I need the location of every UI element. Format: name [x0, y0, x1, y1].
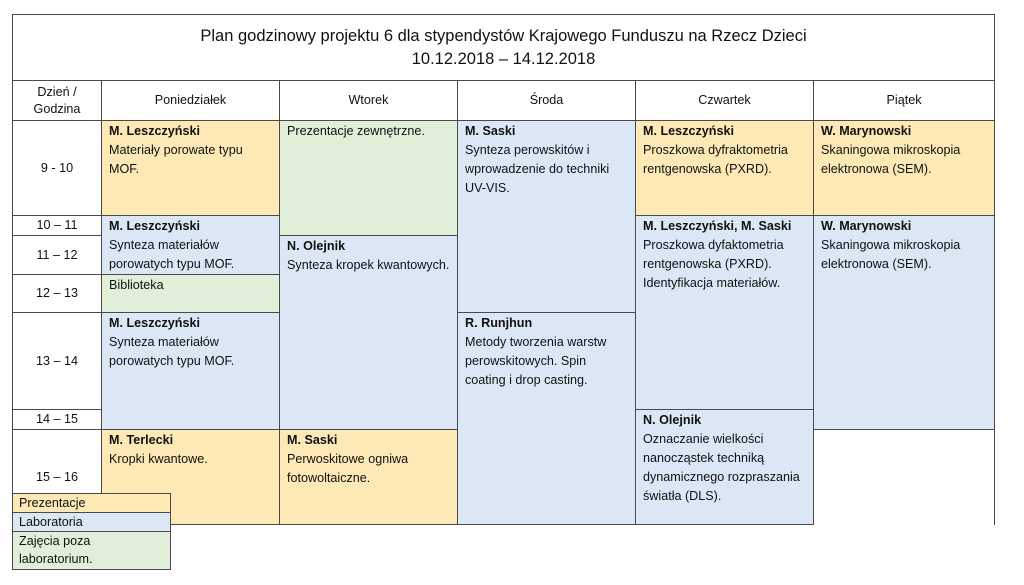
schedule-cell: [458, 121, 636, 313]
schedule-cell: [636, 216, 814, 410]
header-day-wednesday: Środa: [458, 81, 636, 121]
time-slot: 14 – 15: [13, 410, 102, 430]
session-topic: Metody tworzenia warstw perowskitowych. Spin coating i drop casting.: [465, 335, 607, 387]
time-slot: 9 - 10: [13, 121, 102, 216]
header-day-monday: Poniedziałek: [102, 81, 280, 121]
schedule-cell: [814, 121, 995, 216]
lecturer-name: M. Saski: [465, 124, 516, 138]
schedule-cell: [102, 216, 280, 275]
session-topic: Proszkowa dyfaktometria rentgenowska (PXRD). Identyfikacja materiałów.: [643, 238, 784, 290]
session-topic: Oznaczanie wielkości nanocząstek techniką dynamicznego rozpraszania światła (DLS).: [643, 432, 800, 503]
lecturer-name: M. Leszczyński: [109, 219, 200, 233]
lecturer-name: M. Leszczyński: [109, 124, 200, 138]
header-time-col: Dzień / Godzina: [13, 81, 102, 121]
schedule-cell: [280, 121, 458, 236]
header-day-tuesday: Wtorek: [280, 81, 458, 121]
session-topic: Skaningowa mikroskopia elektronowa (SEM).: [821, 143, 961, 176]
time-slot: 10 – 11: [13, 216, 102, 236]
session-topic: Synteza materiałów porowatych typu MOF.: [109, 238, 235, 271]
session-topic: Kropki kwantowe.: [109, 452, 208, 466]
schedule-cell: [636, 410, 814, 525]
schedule-cell: [280, 430, 458, 525]
session-topic: Prezentacje zewnętrzne.: [287, 124, 425, 138]
schedule-cell: [814, 216, 995, 430]
session-topic: Proszkowa dyfraktometria rentgenowska (PXRD).: [643, 143, 788, 176]
lecturer-name: M. Terlecki: [109, 433, 174, 447]
header-day-thursday: Czwartek: [636, 81, 814, 121]
lecturer-name: W. Marynowski: [821, 219, 912, 233]
lecturer-name: R. Runjhun: [465, 316, 533, 330]
lecturer-name: M. Leszczyński: [643, 124, 734, 138]
schedule-cell: [102, 121, 280, 216]
lecturer-name: N. Olejnik: [287, 239, 346, 253]
schedule-table: [12, 14, 995, 525]
schedule-cell: [636, 121, 814, 216]
session-topic: Biblioteka: [109, 278, 164, 292]
schedule-cell: [458, 313, 636, 525]
session-topic: Synteza materiałów porowatych typu MOF.: [109, 335, 235, 368]
color-legend: [12, 493, 171, 570]
schedule-cell: [102, 275, 280, 313]
session-topic: Synteza perowskitów i wprowadzenie do techniki UV-VIS.: [465, 143, 610, 195]
legend-item-outside-lab: Zajęcia poza laboratorium.: [13, 532, 171, 570]
schedule-title-line1: Plan godzinowy projektu 6 dla stypendystów Krajowego Funduszu na Rzecz Dzieci: [200, 26, 807, 45]
lecturer-name: M. Saski: [287, 433, 338, 447]
session-topic: Materiały porowate typu MOF.: [109, 143, 243, 176]
lecturer-name: N. Olejnik: [643, 413, 702, 427]
schedule-title: [13, 15, 995, 81]
time-slot: 12 – 13: [13, 275, 102, 313]
lecturer-name: M. Leszczyński, M. Saski: [643, 219, 792, 233]
legend-item-laboratories: Laboratoria: [13, 513, 171, 532]
time-slot: 11 – 12: [13, 236, 102, 275]
legend-item-presentations: Prezentacje: [13, 494, 171, 513]
lecturer-name: M. Leszczyński: [109, 316, 200, 330]
schedule-cell: [102, 313, 280, 430]
header-day-friday: Piątek: [814, 81, 995, 121]
time-slot: 13 – 14: [13, 313, 102, 410]
session-topic: Perwoskitowe ogniwa fotowoltaiczne.: [287, 452, 409, 485]
session-topic: Skaningowa mikroskopia elektronowa (SEM).: [821, 238, 961, 271]
session-topic: Synteza kropek kwantowych.: [287, 258, 450, 272]
schedule-cell: [280, 236, 458, 430]
time-slot: 15 – 16: [13, 430, 102, 525]
schedule-title-dates: 10.12.2018 – 14.12.2018: [411, 49, 596, 68]
lecturer-name: W. Marynowski: [821, 124, 912, 138]
